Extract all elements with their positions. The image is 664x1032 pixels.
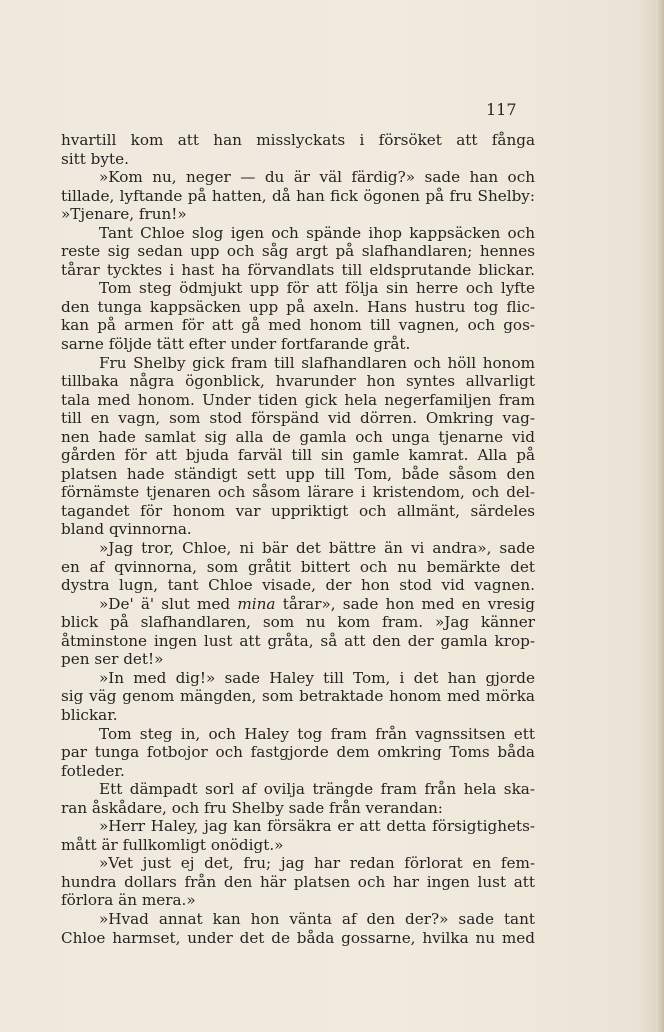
text-line: Tom steg in, och Haley tog fram från vagnssitsen ett <box>99 724 535 743</box>
text-line: Fru Shelby gick fram till slafhandlaren och höll honom <box>99 353 535 372</box>
text-line: »Vet just ej det, fru; jag har redan förlorat en fem- <box>99 854 535 873</box>
text-line: sarne följde tätt efter under fortfarande gråt. <box>61 335 411 354</box>
text-line: tillade, lyftande på hatten, då han fick ögonen på fru Shelby: <box>61 186 535 205</box>
text-line: »Tjenare, frun!» <box>61 205 187 224</box>
text-line: Tant Chloe slog igen och spände ihop kappsäcken och <box>99 223 535 242</box>
text-line: till en vagn, som stod förspänd vid dörren. Omkring vag- <box>61 409 535 428</box>
text-line: sig väg genom mängden, som betraktade honom med mörka <box>61 687 535 706</box>
text-line: tala med honom. Under tiden gick hela negerfamiljen fram <box>61 390 535 409</box>
text-line: kan på armen för att gå med honom till vagnen, och gos- <box>61 316 535 335</box>
text-line: »Kom nu, neger — du är väl färdig?» sade han och <box>99 168 535 187</box>
text-line: nen hade samlat sig alla de gamla och unga tjenarne vid <box>61 427 535 446</box>
page-edge <box>656 0 664 1032</box>
text-line: fotleder. <box>61 761 125 780</box>
text-line: en af qvinnorna, som gråtit bittert och nu bemärkte det <box>61 557 535 576</box>
text-line: Ett dämpadt sorl af ovilja trängde fram från hela ska- <box>99 780 535 799</box>
text-line: reste sig sedan upp och såg argt på slafhandlaren; hennes <box>61 242 535 261</box>
body-text <box>61 131 535 947</box>
text-line: par tunga fotbojor och fastgjorde dem omkring Toms båda <box>61 743 535 762</box>
text-line: hundra dollars från den här platsen och har ingen lust att <box>61 872 535 891</box>
text-line: förlora än mera.» <box>61 891 196 910</box>
text-line: mått är fullkomligt onödigt.» <box>61 835 284 854</box>
text-line: tårar tycktes i hast ha förvandlats till eldsprutande blickar. <box>61 260 535 279</box>
text-line: dystra lugn, tant Chloe visade, der hon stod vid vagnen. <box>61 576 535 595</box>
text-line: den tunga kappsäcken upp på axeln. Hans hustru tog flic- <box>61 297 535 316</box>
text-line: Tom steg ödmjukt upp för att följa sin herre och lyfte <box>99 279 535 298</box>
text-line: platsen hade ständigt sett upp till Tom, både såsom den <box>61 464 535 483</box>
text-line: blickar. <box>61 705 118 724</box>
text-line: »Herr Haley, jag kan försäkra er att detta försigtighets- <box>99 817 535 836</box>
text-line: »De' ä' slut med mina tårar», sade hon med en vresig <box>99 594 535 613</box>
text-line: tillbaka några ögonblick, hvarunder hon syntes allvarligt <box>61 372 535 391</box>
text-line: gården för att bjuda farväl till sin gamle kamrat. Alla på <box>61 446 535 465</box>
text-line: tagandet för honom var uppriktigt och allmänt, särdeles <box>61 501 535 520</box>
text-line: ran åskådare, och fru Shelby sade från verandan: <box>61 798 443 817</box>
text-line: bland qvinnorna. <box>61 520 192 539</box>
text-line: sitt byte. <box>61 149 129 168</box>
text-line: Chloe harmset, under det de båda gossarne, hvilka nu med <box>61 928 535 947</box>
text-line: förnämste tjenaren och såsom lärare i kristendom, och del- <box>61 483 535 502</box>
page-number: 117 <box>486 100 517 119</box>
text-line: pen ser det!» <box>61 650 164 669</box>
text-line: »Jag tror, Chloe, ni bär det bättre än vi andra», sade <box>99 539 535 558</box>
text-line: »Hvad annat kan hon vänta af den der?» sade tant <box>99 909 535 928</box>
text-line: hvartill kom att han misslyckats i försöket att fånga <box>61 131 535 149</box>
text-line: åtminstone ingen lust att gråta, så att den der gamla krop- <box>61 631 535 650</box>
text-line: blick på slafhandlaren, som nu kom fram. »Jag känner <box>61 613 535 632</box>
text-line: »In med dig!» sade Haley till Tom, i det han gjorde <box>99 668 535 687</box>
